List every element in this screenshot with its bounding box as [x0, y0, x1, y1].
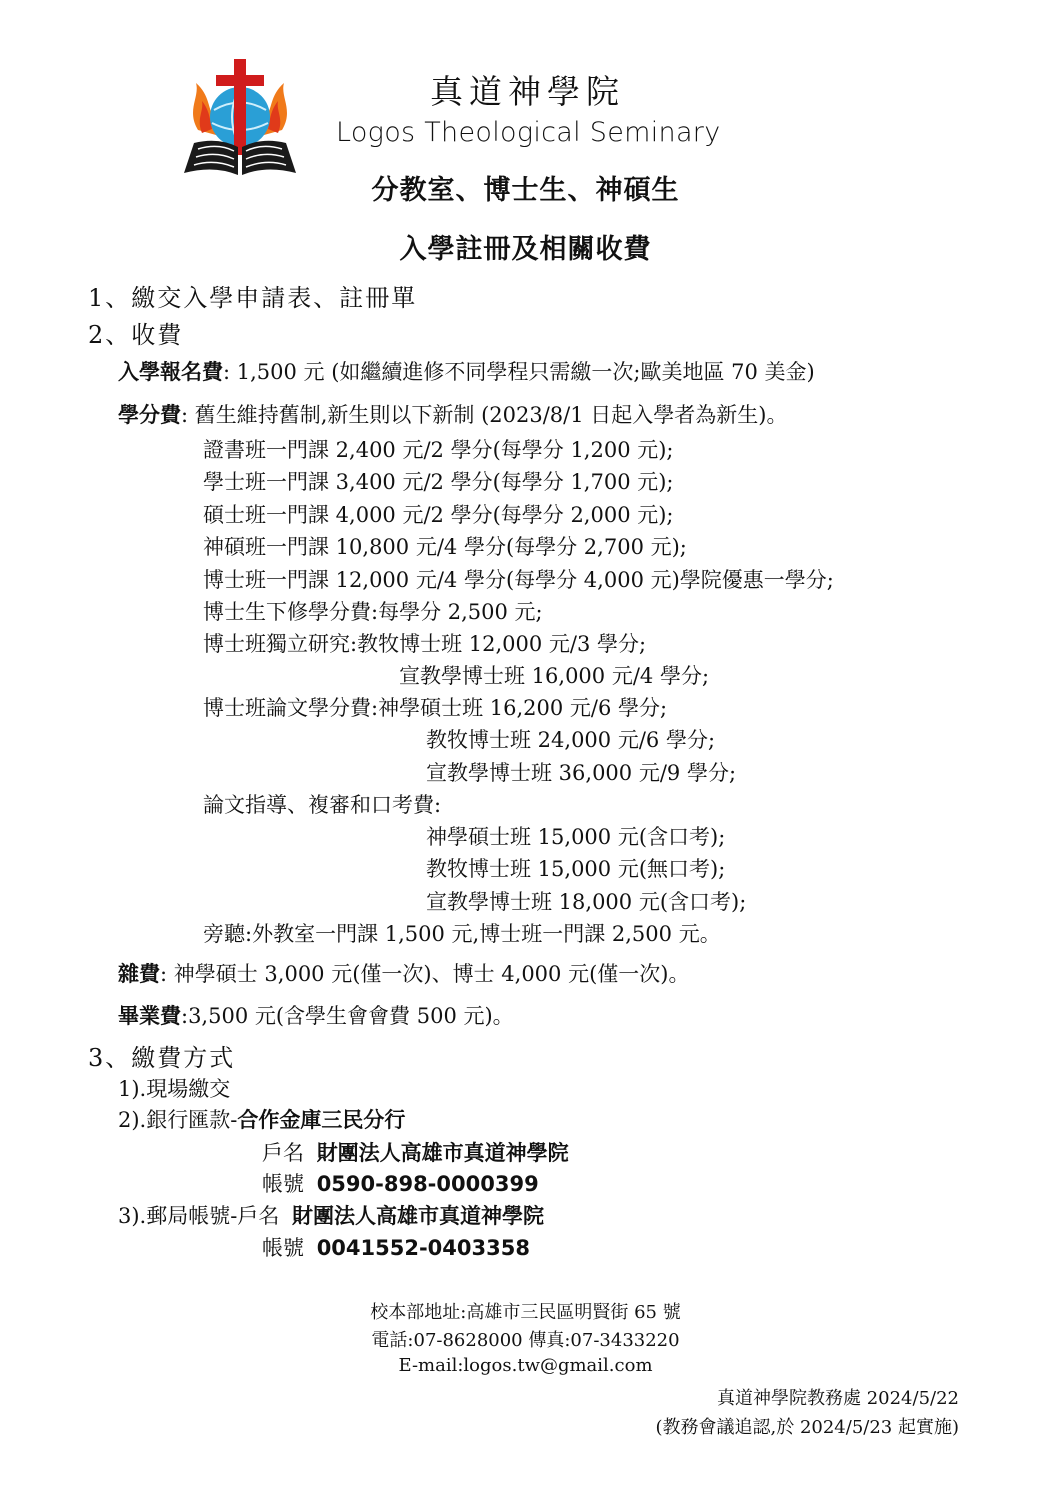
post-prefix: 3).郵局帳號-戶名 — [118, 1204, 280, 1228]
section-1-heading: 1、繳交入學申請表、註冊單 — [88, 284, 418, 312]
registration-fee-row — [118, 356, 815, 386]
graduation-fee-text: :3,500 元(含學生會會費 500 元)。 — [181, 1004, 514, 1028]
account-number: 0590-898-0000399 — [316, 1172, 539, 1196]
credit-line: 宣教學博士班 16,000 元/4 學分; — [399, 664, 710, 688]
post-account-name: 財團法人高雄市真道神學院 — [292, 1204, 545, 1228]
credit-line: 神碩班一門課 10,800 元/4 學分(每學分 2,700 元); — [203, 535, 687, 559]
bank-account-name-row — [262, 1137, 569, 1167]
bank-account-number-row — [262, 1168, 539, 1198]
footer-note: (教務會議追認,於 2024/5/23 起實施) — [655, 1417, 959, 1438]
registration-fee-text: : 1,500 元 (如繼續進修不同學程只需繳一次;歐美地區 70 美金) — [223, 360, 815, 384]
credit-line: 教牧博士班 15,000 元(無口考); — [426, 857, 726, 881]
graduation-fee-row — [118, 1000, 514, 1030]
credit-line: 論文指導、複審和口考費: — [203, 793, 442, 817]
credit-line: 證書班一門課 2,400 元/2 學分(每學分 1,200 元); — [203, 438, 674, 462]
section-3-heading: 3、繳費方式 — [88, 1044, 236, 1072]
credit-line: 宣教學博士班 18,000 元(含口考); — [426, 890, 747, 914]
subtitle-registration-fees: 入學註冊及相關收費 — [399, 234, 652, 265]
post-account-number-row — [262, 1232, 530, 1262]
account-name: 財團法人高雄市真道神學院 — [316, 1141, 569, 1165]
credit-fee-row — [118, 399, 787, 429]
credit-line: 博士班獨立研究:教牧博士班 12,000 元/3 學分; — [203, 632, 647, 656]
credit-line: 博士班論文學分費:神學碩士班 16,200 元/6 學分; — [203, 696, 668, 720]
payment-method-onsite: 1).現場繳交 — [118, 1077, 231, 1101]
footer-address: 校本部地址:高雄市三民區明賢街 65 號 — [370, 1302, 681, 1323]
payment-method-bank — [118, 1104, 405, 1134]
credit-line: 學士班一門課 3,400 元/2 學分(每學分 1,700 元); — [203, 470, 674, 494]
credit-line: 宣教學博士班 36,000 元/9 學分; — [426, 761, 737, 785]
graduation-fee-label: 畢業費 — [118, 1004, 181, 1028]
post-account-number-label: 帳號 — [262, 1236, 304, 1260]
credit-line: 旁聽:外教室一門課 1,500 元,博士班一門課 2,500 元。 — [203, 922, 721, 946]
misc-fee-row — [118, 958, 689, 988]
credit-line: 博士班一門課 12,000 元/4 學分(每學分 4,000 元)學院優惠一學分; — [203, 568, 834, 592]
misc-fee-label: 雜費 — [118, 962, 160, 986]
payment-method-post — [118, 1200, 544, 1230]
section-2-heading: 2、收費 — [88, 321, 184, 349]
title-english: Logos Theological Seminary — [336, 117, 721, 148]
footer-email: E-mail:logos.tw@gmail.com — [398, 1355, 653, 1376]
credit-fee-label: 學分費 — [118, 403, 181, 427]
account-name-label: 戶名 — [262, 1141, 304, 1165]
subtitle-programs: 分教室、博士生、神碩生 — [371, 175, 680, 206]
credit-line: 碩士班一門課 4,000 元/2 學分(每學分 2,000 元); — [203, 503, 674, 527]
seminary-logo — [180, 55, 300, 180]
cross-book-globe-icon — [180, 55, 300, 180]
bank-prefix: 2).銀行匯款- — [118, 1108, 238, 1132]
credit-fee-text: : 舊生維持舊制,新生則以下新制 (2023/8/1 日起入學者為新生)。 — [181, 403, 788, 427]
credit-line: 神學碩士班 15,000 元(含口考); — [426, 825, 726, 849]
account-number-label: 帳號 — [262, 1172, 304, 1196]
credit-line: 博士生下修學分費:每學分 2,500 元; — [203, 600, 543, 624]
credit-line: 教牧博士班 24,000 元/6 學分; — [426, 728, 716, 752]
footer-office-date: 真道神學院教務處 2024/5/22 — [716, 1388, 959, 1409]
footer-phone: 電話:07-8628000 傳真:07-3433220 — [371, 1330, 680, 1351]
bank-name: 合作金庫三民分行 — [237, 1108, 406, 1132]
post-account-number: 0041552-0403358 — [316, 1236, 530, 1260]
misc-fee-text: : 神學碩士 3,000 元(僅一次)、博士 4,000 元(僅一次)。 — [160, 962, 690, 986]
registration-fee-label: 入學報名費 — [118, 360, 223, 384]
title-chinese: 真道神學院 — [430, 72, 625, 111]
